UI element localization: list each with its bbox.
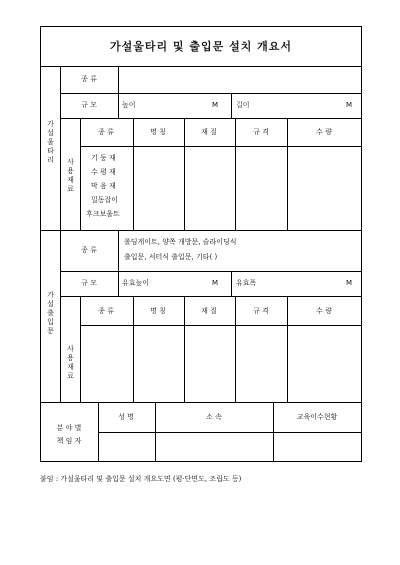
fence-col-qty: 수 량 [316,128,332,136]
resp-col-edu: 교육이수현황 [296,413,338,421]
rule-fence-bottom [40,230,362,231]
gate-width-label: 유효폭 [236,279,257,287]
rule-fence-mat-col [80,118,81,230]
rule-resp-c3 [273,402,274,462]
gate-col-spec: 규 격 [253,307,269,315]
gate-width-unit: M [346,279,353,287]
gate-type-line1: 롤딩게이트, 양쪽 개방문, 슬라이딩식 [124,238,237,246]
fence-item: 기 둥 재 [91,154,116,162]
rule-gate-label-col [118,230,119,296]
rule-gate-size-mid [231,271,232,296]
rule-gate-type-bottom [60,271,362,272]
fence-type-label: 종 류 [81,75,97,83]
resp-label-line1: 분 야 별 [56,424,82,432]
gate-height-unit: M [212,279,219,287]
resp-label-line2: 책 임 자 [56,437,82,445]
gate-col-qty: 수 량 [316,307,332,315]
fence-height-unit: M [212,101,219,109]
rule-section-col [60,66,61,402]
fence-col-spec: 규 격 [253,128,269,136]
gate-col-kind: 종 류 [98,307,114,315]
gate-height-label: 유효높이 [122,279,150,287]
resp-col-name: 성 명 [118,413,134,421]
fence-item: 후크보울트 [86,210,120,218]
rule-gate-header-bottom [80,325,362,326]
fence-col-kind: 종 류 [98,128,114,136]
fence-item: 막 음 재 [91,182,116,190]
fence-height-label: 높이 [122,101,136,109]
rule-title-bottom [40,66,362,67]
rule-fence-c3 [235,118,236,230]
rule-resp-header-bottom [98,432,362,433]
gate-col-name: 명 칭 [150,307,166,315]
rule-gate-c2 [184,296,185,402]
fence-length-label: 길이 [236,101,250,109]
fence-materials-label: 사용재료 [67,158,74,193]
fence-item: 수 평 재 [91,168,116,176]
attachment-note: 붙임 : 가설울타리 및 출입문 설치 개요도면 (평·단면도, 조립도 등) [40,475,242,483]
gate-type-line2: 출입문, 셔터식 출입문, 기타( ) [124,253,218,261]
gate-section-label: 가설출입문 [47,291,54,335]
gate-type-label: 종 류 [81,246,97,254]
resp-col-org: 소 속 [206,413,222,421]
rule-fence-size-bottom [60,118,362,119]
gate-size-label: 규 모 [81,279,97,287]
rule-gate-bottom [40,402,362,403]
rule-gate-mat-col [80,296,81,402]
fence-col-material: 재 질 [201,128,217,136]
gate-materials-label: 사용재료 [67,345,74,380]
rule-gate-c3 [235,296,236,402]
rule-fence-c4 [287,118,288,230]
fence-col-name: 명 칭 [150,128,166,136]
form-title: 가설울타리 및 출입문 설치 개요서 [109,40,293,53]
rule-gate-c1 [133,296,134,402]
rule-fence-type-bottom [60,93,362,94]
fence-section-label: 가설울타리 [47,120,54,164]
rule-gate-size-bottom [60,296,362,297]
rule-resp-c1 [98,402,99,462]
gate-col-material: 재 질 [201,307,217,315]
fence-length-unit: M [346,101,353,109]
rule-resp-c2 [155,402,156,462]
rule-fence-c1 [133,118,134,230]
rule-gate-c4 [287,296,288,402]
rule-fence-header-bottom [80,146,362,147]
rule-fence-size-mid [231,93,232,118]
fence-item: 밀동잡이 [91,196,119,204]
rule-fence-c2 [184,118,185,230]
fence-size-label: 규 모 [81,101,97,109]
rule-fence-label-col [118,66,119,118]
